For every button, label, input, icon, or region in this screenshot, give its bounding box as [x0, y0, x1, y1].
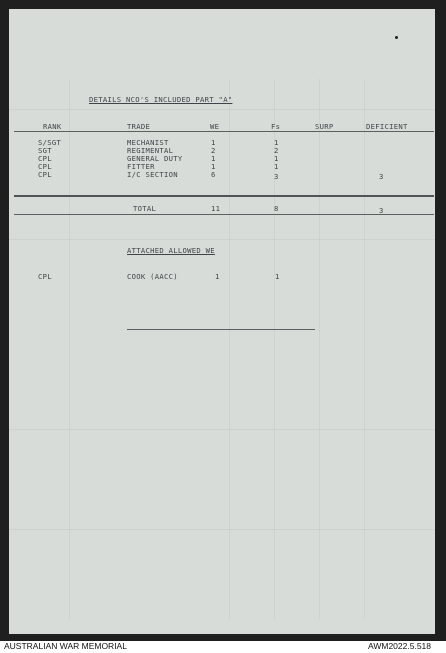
cell-rank: S/SGT — [38, 138, 62, 147]
cell-rank: CPL — [38, 162, 52, 171]
cell-we: 1 — [211, 138, 216, 147]
column-header-fs: Fs — [271, 122, 281, 131]
cell-trade: MECHANIST — [127, 138, 169, 147]
attached-fs: 1 — [275, 272, 280, 281]
cell-trade: I/C SECTION — [127, 170, 178, 179]
cell-fs: 2 — [274, 146, 279, 155]
bleed-through-line — [9, 529, 435, 530]
attached-trade: COOK (AACC) — [127, 272, 178, 281]
cell-rank: CPL — [38, 170, 52, 179]
column-header-trade: TRADE — [127, 122, 151, 131]
bleed-through-line — [9, 239, 435, 240]
column-header-rank: RANK — [43, 122, 62, 131]
total-deficient: 3 — [379, 206, 384, 215]
punch-mark — [395, 36, 398, 39]
bleed-through-line — [9, 109, 435, 110]
total-rule-top — [14, 195, 434, 197]
document-title: DETAILS NCO'S INCLUDED PART "A" — [89, 95, 233, 104]
bleed-through-line — [319, 79, 320, 619]
column-header-we: WE — [210, 122, 220, 131]
cell-trade: GENERAL DUTY — [127, 154, 183, 163]
total-fs: 8 — [274, 204, 279, 213]
bleed-through-line — [364, 79, 365, 619]
cell-we: 1 — [211, 154, 216, 163]
document-page — [9, 9, 435, 634]
attached-we: 1 — [215, 272, 220, 281]
signature-rule — [127, 329, 315, 330]
cell-rank: CPL — [38, 154, 52, 163]
cell-we: 1 — [211, 162, 216, 171]
bleed-through-line — [9, 429, 435, 430]
cell-we: 2 — [211, 146, 216, 155]
footer-institution: AUSTRALIAN WAR MEMORIAL — [4, 641, 127, 651]
cell-fs: 1 — [274, 162, 279, 171]
total-rule-bottom — [14, 214, 434, 215]
cell-fs: 3 — [274, 172, 279, 181]
column-header-deficient: DEFICIENT — [366, 122, 408, 131]
total-we: 11 — [211, 204, 221, 213]
column-header-surp: SURP — [315, 122, 334, 131]
footer-accession-number: AWM2022.5.518 — [368, 641, 431, 651]
cell-deficient: 3 — [379, 172, 384, 181]
bleed-through-line — [69, 79, 70, 619]
cell-trade: FITTER — [127, 162, 155, 171]
cell-fs: 1 — [274, 138, 279, 147]
header-rule — [14, 131, 434, 132]
cell-we: 6 — [211, 170, 216, 179]
cell-rank: SGT — [38, 146, 52, 155]
attached-title: ATTACHED ALLOWED WE — [127, 246, 215, 255]
cell-fs: 1 — [274, 154, 279, 163]
cell-trade: REGIMENTAL — [127, 146, 174, 155]
attached-rank: CPL — [38, 272, 52, 281]
bleed-through-line — [229, 79, 230, 619]
total-label: TOTAL — [133, 204, 157, 213]
